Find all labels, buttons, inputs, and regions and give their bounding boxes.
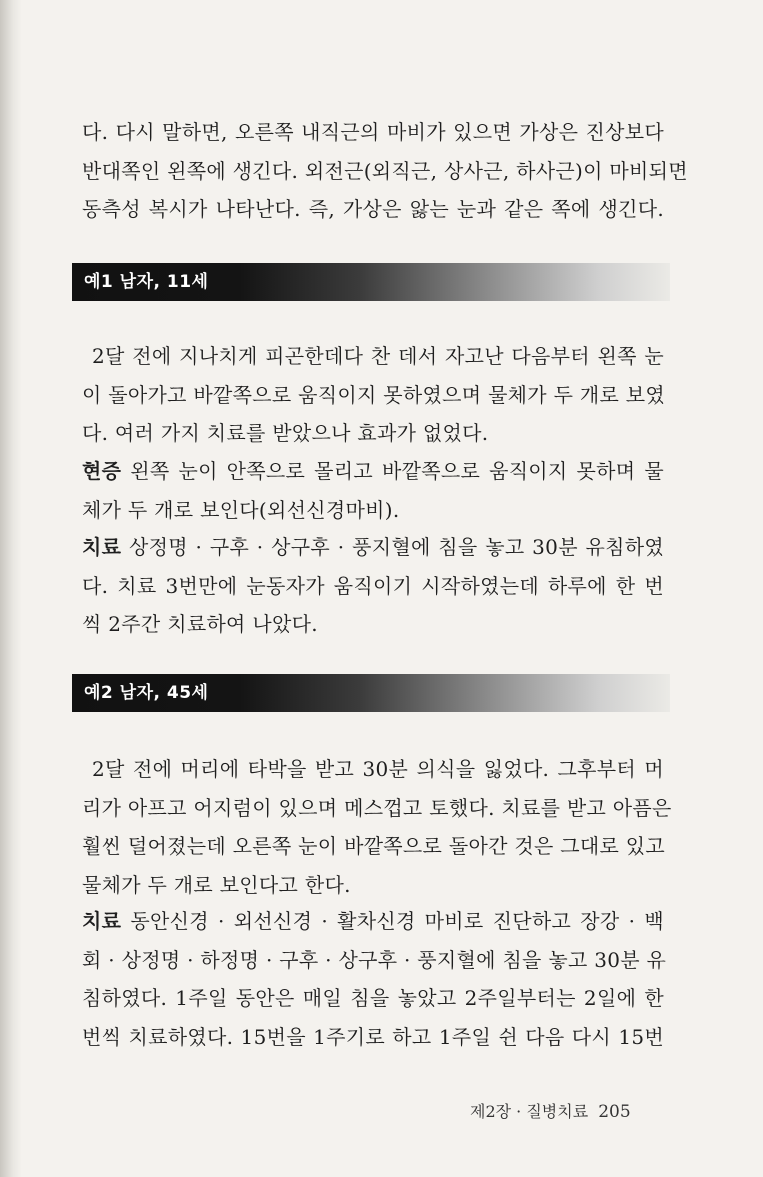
case2-treatment-paragraph <box>82 902 667 1056</box>
intro-paragraph <box>82 113 688 229</box>
page-footer <box>470 1099 631 1122</box>
text-line: 다. 다시 말하면, 오른쪽 내직근의 마비가 있으면 가상은 진상보다 <box>82 120 664 144</box>
text-line <box>82 902 664 941</box>
case1-treatment-paragraph <box>82 528 664 644</box>
text-line: 체가 두 개로 보인다(외선신경마비). <box>82 497 400 522</box>
chapter-title: 제2장 · 질병치료 <box>470 1102 589 1121</box>
text-line: 이 돌아가고 바깥쪽으로 움직이지 못하였으며 물체가 두 개로 보였 <box>82 382 665 407</box>
text-line <box>82 528 664 567</box>
case1-symptom-paragraph <box>82 452 664 529</box>
text-line: 리가 아프고 어지럼이 있으며 메스껍고 토했다. 치료를 받고 아픔은 <box>82 795 672 820</box>
symptom-text: 왼쪽 눈이 안쪽으로 몰리고 바깥쪽으로 움직이지 못하며 물 <box>121 459 664 483</box>
case1-heading-bar <box>72 263 670 301</box>
treatment-text: 동안신경 · 외선신경 · 활차신경 마비로 진단하고 장강 · 백 <box>121 909 664 933</box>
symptom-term: 현증 <box>82 459 122 483</box>
page-binding-shadow <box>0 0 22 1177</box>
text-line: 회 · 상정명 · 하정명 · 구후 · 상구후 · 풍지혈에 침을 놓고 30분 유 <box>82 947 667 972</box>
case2-heading-bar <box>72 674 670 712</box>
treatment-term: 치료 <box>82 909 122 933</box>
text-line: 2달 전에 지나치게 피곤한데다 찬 데서 자고난 다음부터 왼쪽 눈 <box>92 344 664 368</box>
text-line: 물체가 두 개로 보인다고 한다. <box>82 872 351 897</box>
text-line <box>82 452 664 491</box>
text-line: 다. 여러 가지 치료를 받았으나 효과가 없었다. <box>82 421 489 445</box>
text-line: 동측성 복시가 나타난다. 즉, 가상은 앓는 눈과 같은 쪽에 생긴다. <box>82 197 664 221</box>
page-number: 205 <box>598 1102 631 1122</box>
text-line: 반대쪽인 왼쪽에 생긴다. 외전근(외직근, 상사근, 하사근)이 마비되면 <box>82 158 688 183</box>
text-line: 번씩 치료하였다. 15번을 1주기로 하고 1주일 쉰 다음 다시 15번 <box>82 1024 664 1049</box>
case1-heading: 예1 남자, 11세 <box>84 272 209 292</box>
treatment-text: 상정명 · 구후 · 상구후 · 풍지혈에 침을 놓고 30분 유침하였 <box>121 535 664 559</box>
text-line: 다. 치료 3번만에 눈동자가 움직이기 시작하였는데 하루에 한 번 <box>82 573 664 598</box>
text-line: 침하였다. 1주일 동안은 매일 침을 놓았고 2주일부터는 2일에 한 <box>82 986 664 1010</box>
case1-paragraph <box>82 337 664 453</box>
text-line: 2달 전에 머리에 타박을 받고 30분 의식을 잃었다. 그후부터 머 <box>92 757 664 781</box>
case2-heading: 예2 남자, 45세 <box>84 683 209 703</box>
text-line: 훨씬 덜어졌는데 오른쪽 눈이 바깥쪽으로 돌아간 것은 그대로 있고 <box>82 834 665 858</box>
case2-paragraph <box>82 750 672 904</box>
text-line: 씩 2주간 치료하여 나았다. <box>82 612 318 636</box>
treatment-term: 치료 <box>82 535 122 559</box>
